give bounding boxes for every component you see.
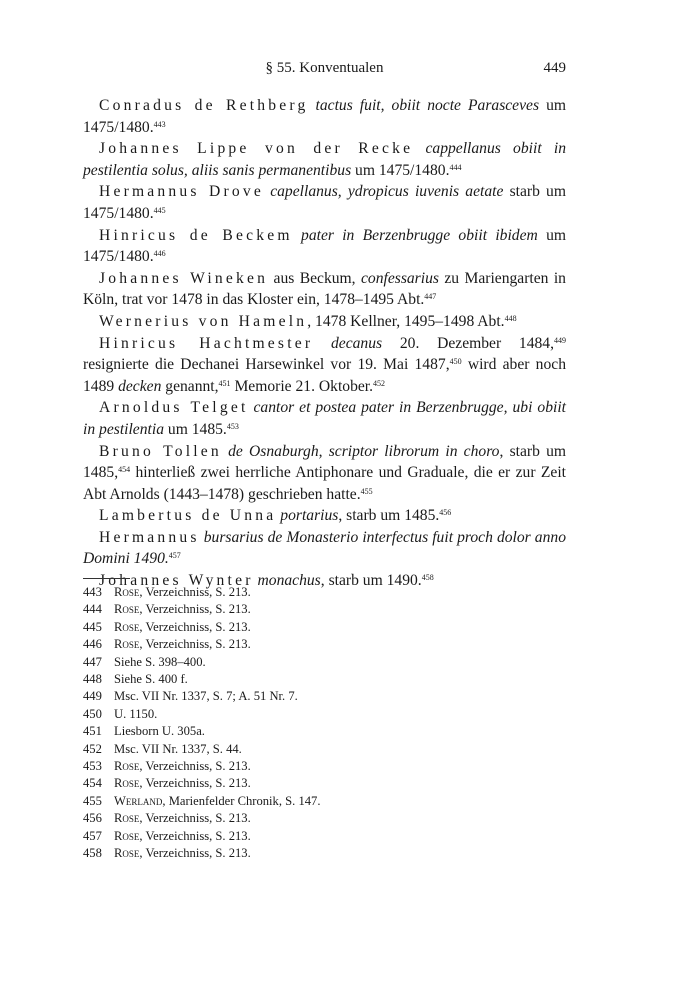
entry-text [293, 227, 301, 244]
footnote-text: , Verzeichniss, S. 213. [139, 585, 251, 599]
person-name: Hermannus Drove [99, 183, 265, 201]
latin-term: monachus [257, 572, 321, 590]
footnote-451 [83, 723, 566, 740]
footnote-448 [83, 671, 566, 688]
footnote-ref[interactable]: 449 [554, 335, 566, 345]
footnote-number: 456 [83, 811, 102, 826]
footnote-number: 452 [83, 741, 102, 756]
entry-hermannus [83, 527, 566, 570]
footnote-ref[interactable]: 446 [153, 249, 166, 259]
footnote-text: , Verzeichniss, S. 213. [139, 602, 251, 617]
footnote-457 [83, 828, 566, 845]
running-title: § 55. Konventualen [265, 60, 384, 76]
entry-text: , starb um 1485, [83, 442, 567, 482]
entry-text: um 1475/1480. [83, 97, 566, 136]
footnote-ref[interactable]: 443 [153, 119, 166, 129]
entry-text [413, 140, 425, 157]
entry-wernerius-von-hameln [83, 311, 566, 333]
footnote-458 [83, 845, 566, 862]
footnote-number: 448 [83, 672, 102, 687]
footnote-number: 454 [83, 776, 102, 791]
footnote-author: Rose [114, 759, 140, 774]
running-head [83, 58, 566, 82]
footnote-449 [83, 688, 566, 705]
entry-text: zu Mariengarten in Köln, trat vor 1478 in das Kloster ein, 1478–1495 Abt. [83, 269, 566, 309]
footnote-text: , Marienfelder Chronik, S. 147. [162, 793, 321, 808]
footnote-450 [83, 706, 566, 723]
person-name: Hinricus de Beckem [99, 226, 293, 244]
footnote-text: Siehe S. 400 f. [114, 672, 188, 687]
footnote-ref[interactable]: 453 [226, 421, 239, 431]
footnote-author: Rose [114, 585, 140, 599]
footnote-445 [83, 619, 566, 636]
entry-text: starb um 1475/1480. [83, 183, 566, 222]
latin-term: decanus [331, 334, 383, 352]
person-name: Hinricus Hachtmester [99, 334, 314, 352]
entry-text: wird aber noch 1489 [83, 356, 566, 395]
footnote-author: Rose [114, 619, 140, 634]
footnote-ref[interactable]: 452 [373, 378, 386, 388]
footnote-452 [83, 741, 566, 758]
footnote-455 [83, 793, 566, 810]
footnote-text: Siehe S. 398–400. [114, 654, 206, 669]
footnote-number: 445 [83, 619, 102, 634]
entry-text: Memorie 21. Oktober. [230, 377, 374, 395]
footnote-number: 446 [83, 637, 102, 652]
person-name: Johannes Wynter [99, 572, 254, 590]
latin-quote: cappellanus obiit in pestilentia solus, aliis sanis permanentibus [83, 140, 566, 179]
latin-quote: pater in Berzenbrugge obiit ibidem [301, 226, 538, 244]
footnote-author: Rose [114, 828, 140, 843]
person-name: Bruno Tollen [99, 442, 222, 460]
footnote-ref[interactable]: 458 [421, 573, 434, 583]
entry-hermannus-drove [83, 181, 566, 224]
footnote-number: 443 [83, 585, 102, 599]
footnote-ref[interactable]: 447 [424, 292, 437, 302]
footnote-text: , Verzeichniss, S. 213. [139, 637, 251, 652]
entry-text: , starb um 1485. [338, 507, 440, 525]
latin-quote: de Osnaburgh, scriptor librorum in choro [228, 442, 500, 460]
footnote-447 [83, 654, 566, 671]
footnote-text: , Verzeichniss, S. 213. [139, 846, 251, 861]
main-text [83, 95, 566, 592]
page-number: 449 [543, 60, 566, 76]
latin-quote: bursarius de Monasterio interfectus fuit proch dolor anno Domini 1490. [83, 528, 566, 568]
footnote-number: 447 [83, 654, 102, 669]
footnote-number: 450 [83, 706, 102, 721]
footnote-text: , Verzeichniss, S. 213. [139, 759, 251, 774]
footnote-ref[interactable]: 444 [449, 162, 462, 172]
footnote-divider [83, 578, 130, 579]
footnote-number: 458 [83, 846, 102, 861]
footnote-author: Rose [114, 811, 140, 826]
entry-johannes-lippe [83, 138, 566, 181]
latin-quote: cantor et postea pater in Berzenbrugge, ubi obiit in pestilentia [83, 399, 566, 438]
entry-text: 20. Dezember 1484, [382, 334, 554, 352]
person-name: Johannes Wineken [99, 269, 269, 287]
entry-text: um 1485. [164, 420, 227, 438]
footnote-number: 444 [83, 602, 102, 617]
latin-term: portarius [280, 507, 339, 525]
entry-text: hinterließ zwei herrliche Antiphonare und Graduale, die er zur Zeit Abt Arnolds (1443–1478) geschrieben hatte. [83, 464, 566, 503]
entry-lambertus-de-unna [83, 505, 566, 527]
footnote-number: 453 [83, 759, 102, 774]
footnote-444 [83, 601, 566, 618]
entry-text [308, 97, 315, 114]
footnote-ref[interactable]: 457 [168, 551, 181, 561]
footnote-text: Msc. VII Nr. 1337, S. 7; A. 51 Nr. 7. [114, 689, 298, 704]
footnote-number: 451 [83, 724, 102, 739]
footnote-ref[interactable]: 455 [360, 486, 373, 496]
entry-hinricus-hachtmester [83, 333, 566, 398]
person-name: Hermannus [99, 528, 200, 546]
entry-text [313, 335, 331, 352]
footnote-ref[interactable]: 456 [439, 508, 452, 518]
entry-hinricus-de-beckem [83, 225, 566, 268]
footnote-ref[interactable]: 448 [504, 313, 517, 323]
footnote-text: , Verzeichniss, S. 213. [139, 828, 251, 843]
footnote-ref[interactable]: 454 [118, 465, 131, 475]
footnote-number: 457 [83, 828, 102, 843]
entry-text: genannt, [161, 377, 219, 395]
footnote-author: Rose [114, 602, 140, 617]
entry-johannes-wineken [83, 268, 566, 311]
person-name: Arnoldus Telget [99, 399, 249, 417]
footnote-number: 449 [83, 689, 102, 704]
entry-text: um 1475/1480. [351, 161, 450, 179]
footnote-446 [83, 636, 566, 653]
footnote-454 [83, 775, 566, 792]
footnote-text: , Verzeichniss, S. 213. [139, 776, 251, 791]
person-name: Conradus de Rethberg [99, 97, 309, 114]
latin-term: decken [118, 377, 162, 395]
footnote-text: Msc. VII Nr. 1337, S. 44. [114, 741, 242, 756]
footnote-author: Rose [114, 637, 140, 652]
footnote-443 [83, 584, 566, 601]
footnotes [83, 584, 566, 863]
footnote-453 [83, 758, 566, 775]
latin-quote: tactus fuit, obiit nocte Parasceves [315, 97, 540, 114]
person-name: Johannes Lippe von der Recke [99, 140, 414, 158]
footnote-456 [83, 810, 566, 827]
footnote-ref[interactable]: 451 [218, 378, 231, 388]
latin-quote: capellanus, ydropicus iuvenis aetate [270, 183, 504, 201]
footnote-text: Liesborn U. 305a. [114, 724, 205, 739]
entry-text: , starb um 1490. [320, 572, 422, 590]
entry-text: resignierte die Dechanei Harsewinkel vor 19. Mai 1487, [83, 356, 450, 374]
entry-text: um 1475/1480. [83, 226, 566, 266]
entry-text: aus Beckum, [268, 269, 361, 287]
footnote-author: Rose [114, 776, 140, 791]
footnote-text: , Verzeichniss, S. 213. [139, 811, 251, 826]
footnote-text: , Verzeichniss, S. 213. [139, 619, 251, 634]
footnote-text: U. 1150. [114, 706, 158, 721]
latin-term: confessarius [360, 269, 439, 287]
footnote-author: Rose [114, 846, 140, 861]
entry-bruno-tollen [83, 441, 566, 506]
person-name: Lambertus de Unna [99, 507, 277, 525]
footnote-ref[interactable]: 450 [449, 357, 462, 367]
entry-arnoldus-telget [83, 397, 566, 440]
footnote-ref[interactable]: 445 [153, 205, 166, 215]
footnote-number: 455 [83, 793, 102, 808]
entry-conradus-de-rethberg [83, 95, 566, 138]
person-name: Wernerius von Hameln [99, 312, 308, 330]
entry-text: , 1478 Kellner, 1495–1498 Abt. [307, 312, 505, 330]
footnote-author: Werland [114, 793, 163, 808]
